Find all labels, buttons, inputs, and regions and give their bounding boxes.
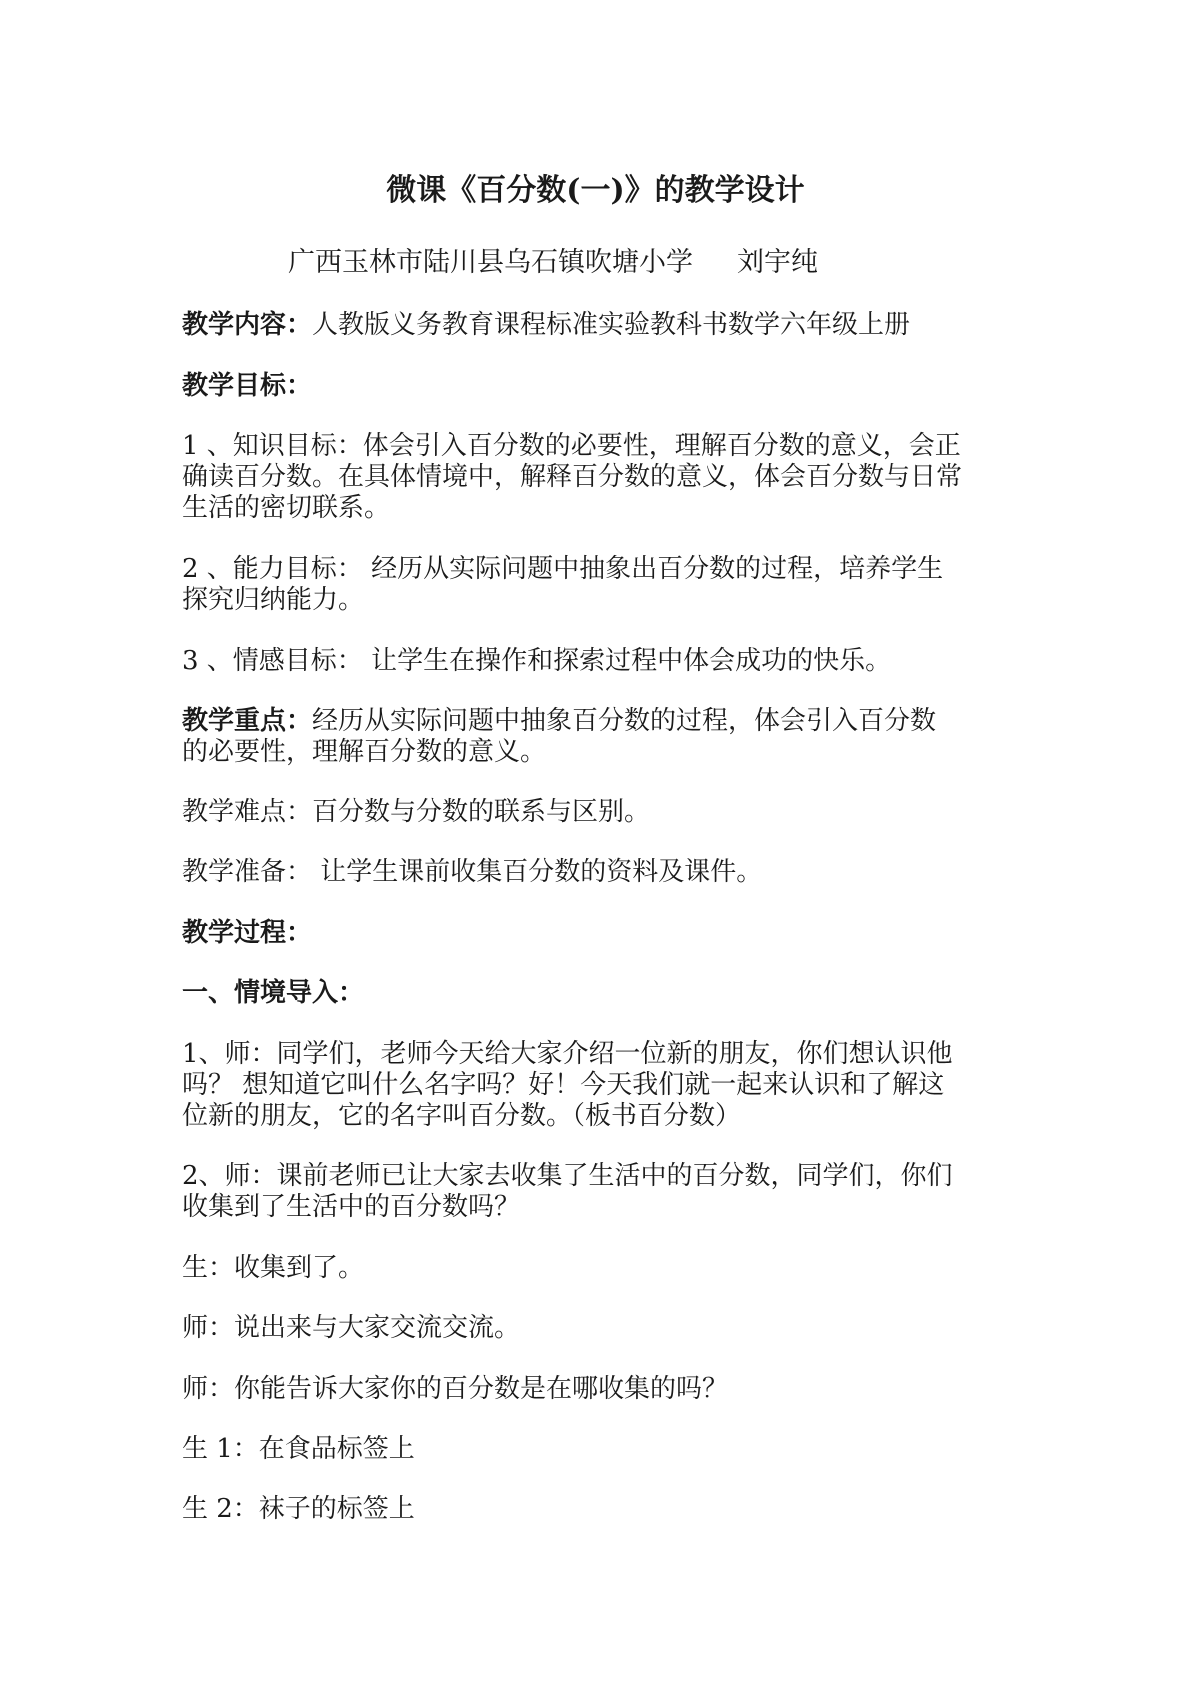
teaching-process-heading: 教学过程：	[182, 918, 313, 948]
objective-3: 3 、情感目标： 让学生在操作和探索过程中体会成功的快乐。	[182, 646, 892, 676]
dialogue-line-1: 生：收集到了。	[182, 1253, 365, 1283]
teaching-objectives-heading: 教学目标：	[182, 371, 313, 401]
dialogue-line-2: 师：说出来与大家交流交流。	[182, 1313, 521, 1343]
dialogue-line-5: 生 2：袜子的标签上	[182, 1494, 415, 1524]
objective-2-line-1: 2 、能力目标： 经历从实际问题中抽象出百分数的过程，培养学生	[182, 554, 944, 584]
teaching-content	[182, 310, 910, 341]
objective-2-line-2: 探究归纳能力。	[182, 585, 365, 615]
paragraph-1-line-3: 位新的朋友，它的名字叫百分数。（板书百分数）	[182, 1101, 742, 1131]
author-line	[288, 246, 818, 280]
paragraph-1-line-1: 1、师：同学们，老师今天给大家介绍一位新的朋友，你们想认识他	[182, 1039, 953, 1069]
teaching-content-label: 教学内容：	[182, 310, 313, 340]
dialogue-line-3: 师：你能告诉大家你的百分数是在哪收集的吗？	[182, 1374, 729, 1404]
paragraph-2-line-2: 收集到了生活中的百分数吗？	[182, 1192, 521, 1222]
key-point-text: 经历从实际问题中抽象百分数的过程，体会引入百分数	[312, 706, 937, 736]
section-1-heading: 一、情境导入：	[182, 978, 365, 1008]
objective-1-line-1: 1 、知识目标：体会引入百分数的必要性，理解百分数的意义，会正	[182, 431, 961, 461]
paragraph-1-line-2: 吗？ 想知道它叫什么名字吗？好！今天我们就一起来认识和了解这	[182, 1070, 945, 1100]
paragraph-2-line-1: 2、师：课前老师已让大家去收集了生活中的百分数，同学们，你们	[182, 1161, 953, 1191]
key-point-line-1	[182, 706, 936, 737]
key-point-line-2: 的必要性，理解百分数的意义。	[182, 737, 547, 767]
author-school: 广西玉林市陆川县乌石镇吹塘小学	[288, 247, 693, 278]
teaching-preparation: 教学准备： 让学生课前收集百分数的资料及课件。	[182, 857, 763, 887]
document-title: 微课《百分数(一)》的教学设计	[386, 173, 805, 208]
teaching-content-text: 人教版义务教育课程标准实验教科书数学六年级上册	[312, 310, 911, 340]
difficulty-point: 教学难点：百分数与分数的联系与区别。	[182, 797, 651, 827]
author-name: 刘宇纯	[737, 247, 818, 278]
key-point-label: 教学重点：	[182, 706, 313, 736]
objective-1-line-2: 确读百分数。在具体情境中，解释百分数的意义，体会百分数与日常	[182, 462, 963, 492]
dialogue-line-4: 生 1：在食品标签上	[182, 1434, 415, 1464]
objective-1-line-3: 生活的密切联系。	[182, 493, 391, 523]
